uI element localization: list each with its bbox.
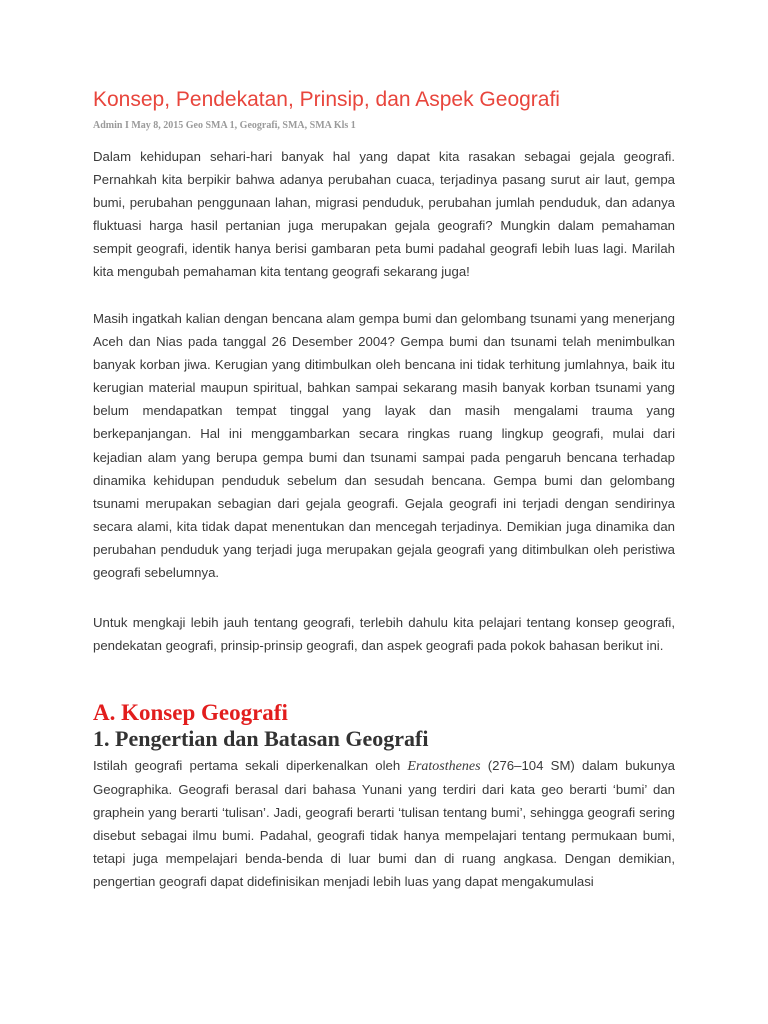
definition-text-after: (276–104 SM) dalam bukunya Geographika. Geografi berasal dari bahasa Yunani yang terdiri dari kata geo berarti ‘bumi’ dan graphein yang berarti ‘tulisan’. Jadi, geografi berarti ‘tulisan tentang bumi’, sehingga geografi sering disebut sebagai ilmu bumi. Padahal, geografi tidak hanya mempelajari tentang permukaan bumi, tetapi juga mempelajari benda-benda di luar bumi dan di ruang angkasa. Dengan demikian, pengertian geografi dapat didefinisikan menjadi lebih luas yang dapat mengakumulasi xyxy=(93,758,675,890)
paragraph-overview: Untuk mengkaji lebih jauh tentang geografi, terlebih dahulu kita pelajari tentang konsep geografi, pendekatan geografi, prinsip-prinsip geografi, dan aspek geografi pada pokok bahasan berikut ini. xyxy=(93,615,675,654)
subsection-heading: 1. Pengertian dan Batasan Geografi xyxy=(93,726,429,751)
eratosthenes-name: Eratosthenes xyxy=(407,759,481,774)
paragraph-intro: Dalam kehidupan sehari-hari banyak hal yang dapat kita rasakan sebagai gejala geografi. Pernahkah kita berpikir bahwa adanya perubahan cuaca, terjadinya pasang surut air laut, gempa bumi, perubahan penggunaan lahan, migrasi penduduk, perubahan jumlah penduduk, dan adanya fluktuasi harga hasil pertanian juga merupakan gejala geografi? Mungkin dalam pemahaman sempit geografi, identik hanya berisi gambaran peta bumi padahal geografi lebih luas lagi. Marilah kita mengubah pemahaman kita tentang geografi sekarang juga! xyxy=(93,149,675,280)
paragraph-tsunami: Masih ingatkah kalian dengan bencana alam gempa bumi dan gelombang tsunami yang menerjang Aceh dan Nias pada tanggal 26 Desember 2004? Gempa bumi dan tsunami telah menimbulkan banyak korban jiwa. Kerugian yang ditimbulkan oleh bencana ini tidak terhitung jumlahnya, baik itu kerugian material maupun spiritual, bahkan sampai sekarang masih banyak korban tsunami yang belum mendapatkan tempat tinggal yang layak dan masih mengalami trauma yang berkepanjangan. Hal ini menggambarkan secara ringkas ruang lingkup geografi, mulai dari kejadian alam yang berupa gempa bumi dan tsunami sampai pada pengaruh bencana terhadap dinamika kehidupan penduduk sebelum dan sesudah bencana. Gempa bumi dan gelombang tsunami merupakan sebagian dari gejala geografi. Gejala geografi ini terjadi dengan sendirinya secara alami, kita tidak dapat menentukan dan mencegah terjadinya. Demikian juga dinamika dan perubahan penduduk yang terjadi juga merupakan gejala geografi yang ditimbulkan oleh peristiwa geografi sebelumnya. xyxy=(93,311,675,581)
article-title: Konsep, Pendekatan, Prinsip, dan Aspek Geografi xyxy=(93,88,560,111)
section-heading: A. Konsep Geografi xyxy=(93,700,288,725)
article-meta: Admin I May 8, 2015 Geo SMA 1, Geografi, SMA, SMA Kls 1 xyxy=(93,120,356,131)
paragraph-definition xyxy=(93,754,675,894)
definition-text-before: Istilah geografi pertama sekali diperkenalkan oleh xyxy=(93,758,408,773)
